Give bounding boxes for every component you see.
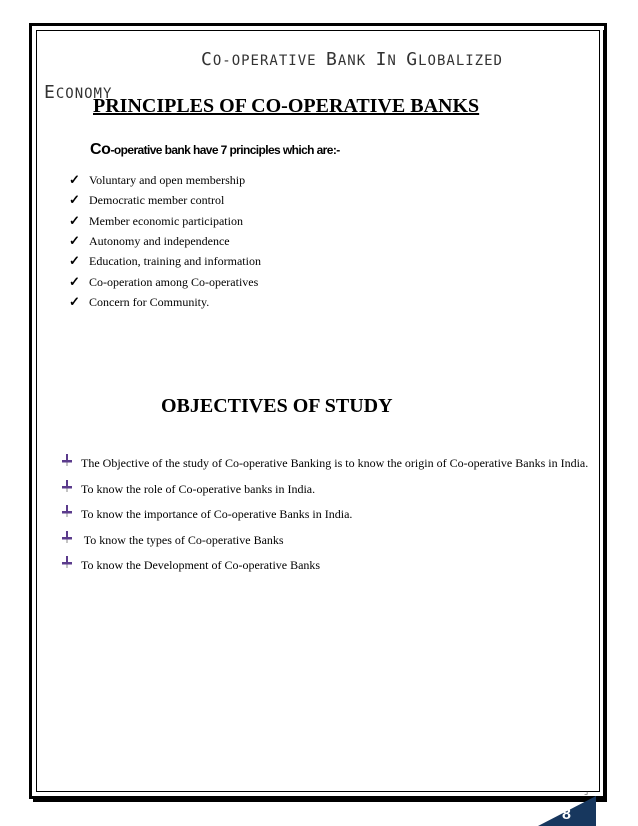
principles-intro: Co-operative bank have 7 principles which are:-: [90, 141, 340, 158]
list-item: To know the role of Co-operative banks in India.: [61, 479, 588, 505]
pushpin-bullet-icon: [61, 453, 81, 467]
list-item: ✓ Member economic participation: [69, 211, 261, 231]
objectives-heading: OBJECTIVES OF STUDY: [161, 395, 393, 417]
principles-heading: PRINCIPLES OF CO-OPERATIVE BANKS: [93, 95, 480, 117]
corner-mark: ⌟: [584, 786, 589, 796]
list-item: ✓ Democratic member control: [69, 190, 261, 210]
checkmark-icon: ✓: [69, 172, 80, 188]
page-number: 8: [562, 806, 571, 823]
page-border-shadow-right: [603, 30, 607, 802]
checkmark-icon: ✓: [69, 293, 80, 309]
list-item: ✓ Co-operation among Co-operatives: [69, 271, 261, 291]
checkmark-icon: ✓: [69, 253, 80, 269]
list-item: The Objective of the study of Co-operative Banking is to know the origin of Co-operative Banks in India.: [61, 453, 588, 479]
checkmark-icon: ✓: [69, 192, 80, 208]
running-header-line2: ECONOMY: [44, 82, 113, 103]
list-item: ✓ Voluntary and open membership: [69, 170, 261, 190]
list-item: ✓ Concern for Community.: [69, 292, 261, 312]
objectives-list: [61, 453, 588, 581]
running-header-line1: CO-OPERATIVE BANK IN GLOBALIZED: [201, 49, 503, 70]
pushpin-bullet-icon: [61, 530, 81, 544]
list-item: To know the importance of Co-operative Banks in India.: [61, 504, 588, 530]
list-item: ✓ Autonomy and independence: [69, 231, 261, 251]
checkmark-icon: ✓: [69, 233, 80, 249]
list-item: To know the Development of Co-operative Banks: [61, 555, 588, 581]
list-item: To know the types of Co-operative Banks: [61, 530, 588, 556]
principles-list: [69, 170, 261, 312]
pushpin-bullet-icon: [61, 504, 81, 518]
checkmark-icon: ✓: [69, 212, 80, 228]
pushpin-bullet-icon: [61, 479, 81, 493]
checkmark-icon: ✓: [69, 273, 80, 289]
page-border-shadow-bottom: [33, 798, 607, 802]
pushpin-bullet-icon: [61, 555, 81, 569]
list-item: ✓ Education, training and information: [69, 251, 261, 271]
